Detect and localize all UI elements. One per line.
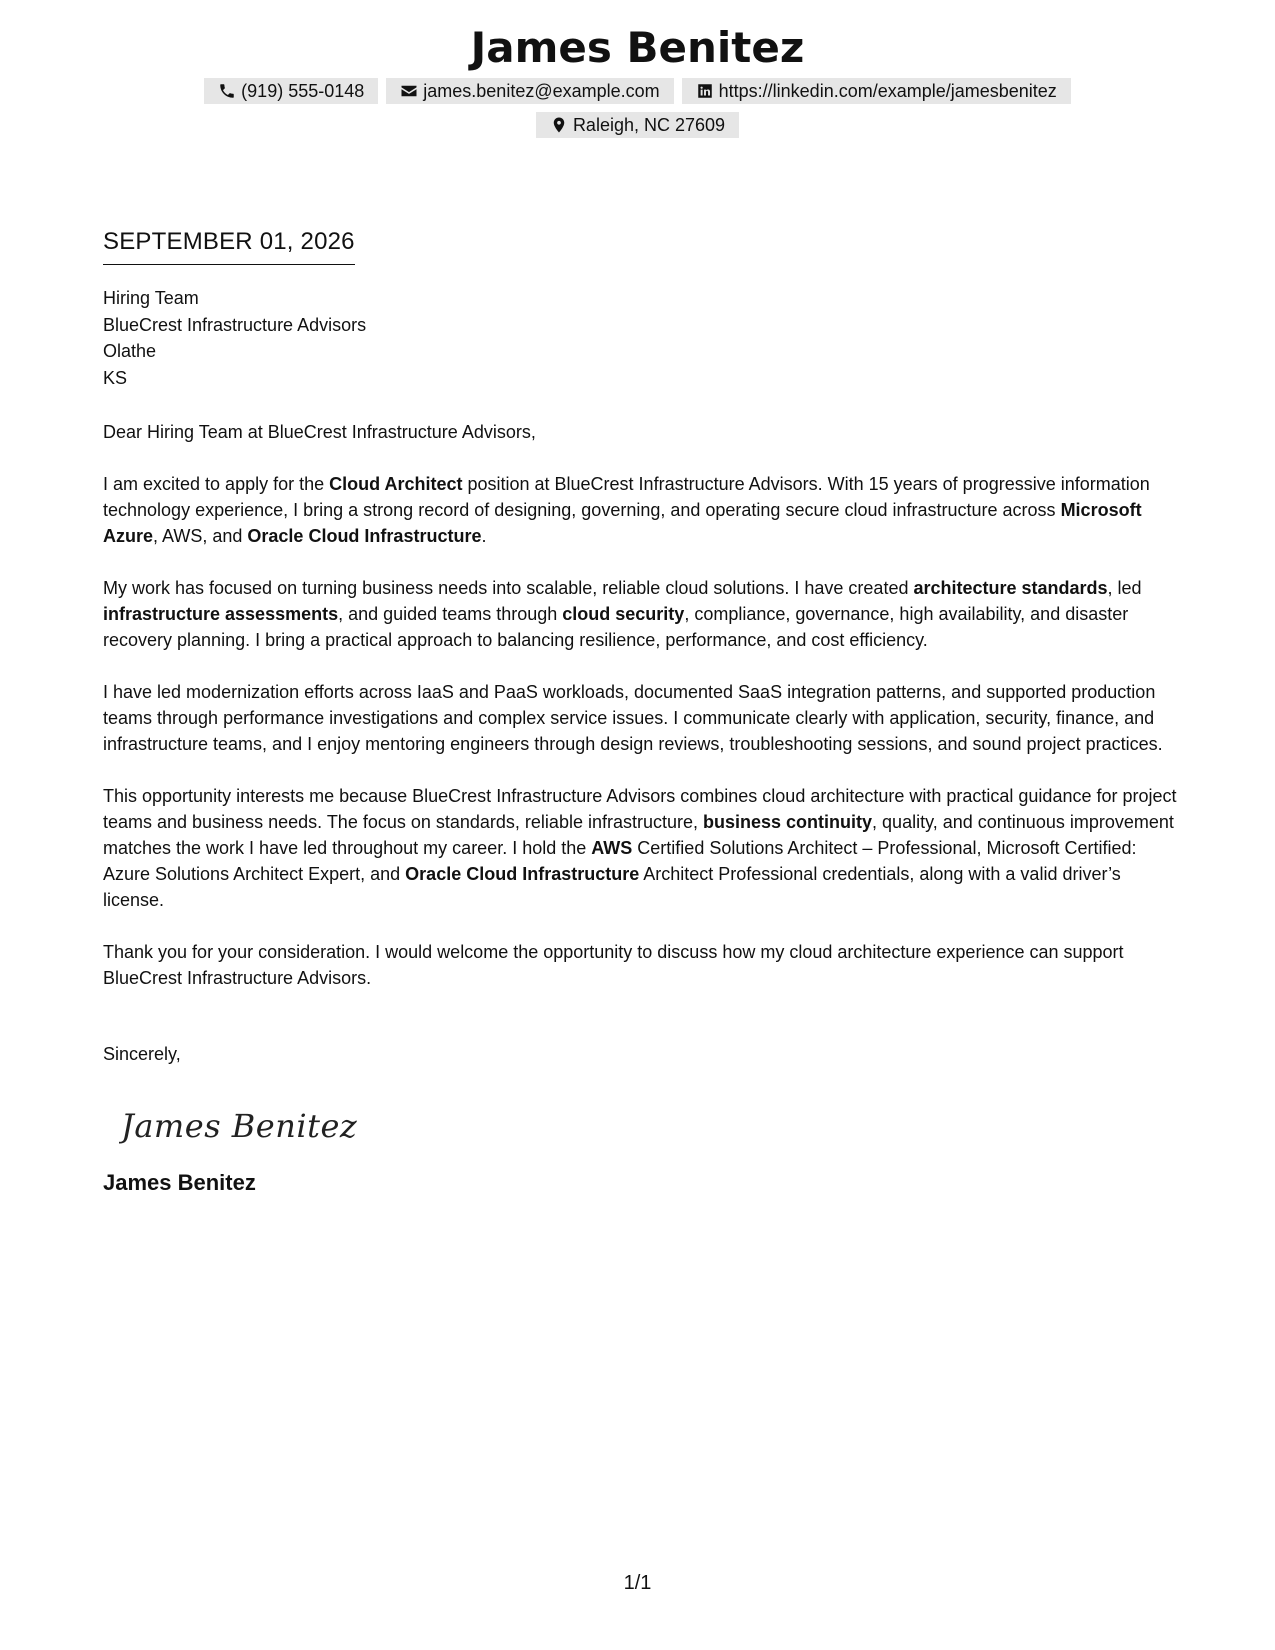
text-run: This opportunity interests me because BlueCrest Infrastructure Advisors combines cloud architecture with practical guidance for project teams and business needs. The focus on standards, reliable infrastructure,	[103, 786, 1177, 832]
page-number: 1/1	[623, 1572, 652, 1594]
map-pin-icon	[550, 116, 568, 134]
recipient-line: Olathe	[103, 341, 157, 361]
text-run: I have led modernization efforts across IaaS and PaaS workloads, documented SaaS integration patterns, and supported production teams through performance investigations and complex service issues. I communicate clearly with application, security, finance, and infrastructure teams, and I enjoy mentoring engineers through design reviews, troubleshooting sessions, and sound project practices.	[103, 682, 1163, 754]
closing: Sincerely,	[103, 1044, 181, 1064]
body-paragraph	[103, 679, 1178, 757]
contact-row	[0, 78, 1275, 104]
text-run: , AWS, and	[153, 526, 248, 546]
salutation: Dear Hiring Team at BlueCrest Infrastructure Advisors,	[103, 422, 536, 442]
phone-chip	[204, 78, 378, 104]
body-paragraph	[103, 471, 1178, 549]
phone-text: (919) 555-0148	[241, 81, 365, 101]
email-text: james.benitez@example.com	[423, 81, 660, 101]
envelope-icon	[400, 82, 418, 100]
text-run: My work has focused on turning business needs into scalable, reliable cloud solutions. I have created	[103, 578, 914, 598]
recipient-block	[103, 285, 1178, 391]
location-chip	[536, 112, 739, 138]
text-run: , and guided teams through	[338, 604, 563, 624]
linkedin-text: https://linkedin.com/example/jamesbenitez	[718, 81, 1057, 101]
signature-image	[119, 1101, 1178, 1151]
letter-paragraphs	[103, 471, 1178, 991]
body-paragraph	[103, 939, 1178, 991]
location-text: Raleigh, NC 27609	[572, 115, 726, 135]
text-run: , led	[1107, 578, 1142, 598]
bold-phrase: Oracle Cloud Infrastructure	[247, 526, 482, 546]
text-run: I am excited to apply for the	[103, 474, 330, 494]
recipient-line: KS	[103, 367, 128, 388]
contact-row-location	[0, 112, 1275, 138]
handwritten-signature	[119, 1101, 359, 1151]
body-paragraph	[103, 783, 1178, 913]
email-chip[interactable]	[386, 78, 673, 104]
bold-phrase: architecture standards	[913, 578, 1108, 598]
text-run: Certified Solutions Architect – Professional, Microsoft Certified: Azure Solutions Architect Expert, and	[103, 838, 1137, 884]
bold-phrase: AWS	[591, 838, 633, 858]
recipient-line: Hiring Team	[103, 288, 199, 308]
letter-date: SEPTEMBER 01, 2026	[103, 226, 355, 265]
bold-phrase: infrastructure assessments	[103, 604, 339, 624]
text-run: , compliance, governance, high availability, and disaster recovery planning. I bring a practical approach to balancing resilience, performance, and cost efficiency.	[103, 604, 1129, 650]
svg-text:James Benitez: James Benitez	[121, 1107, 358, 1145]
text-run: Architect Professional credentials, along with a valid driver’s license.	[103, 864, 1121, 910]
linkedin-icon	[696, 82, 714, 100]
text-run: .	[481, 526, 487, 546]
text-run: Thank you for your consideration. I would welcome the opportunity to discuss how my cloud architecture experience can support BlueCrest Infrastructure Advisors.	[103, 942, 1124, 988]
signer-name: James Benitez	[103, 1170, 256, 1195]
bold-phrase: Oracle Cloud Infrastructure	[405, 864, 640, 884]
bold-phrase: Cloud Architect	[329, 474, 463, 494]
phone-icon	[218, 82, 236, 100]
linkedin-chip[interactable]	[682, 78, 1071, 104]
bold-phrase: business continuity	[703, 812, 873, 832]
recipient-line: BlueCrest Infrastructure Advisors	[103, 314, 367, 335]
text-run: , quality, and continuous improvement matches the work I have led throughout my career. I hold the	[103, 812, 1174, 858]
applicant-name: James Benitez	[470, 23, 805, 72]
body-paragraph	[103, 575, 1178, 653]
letter-header	[0, 22, 1275, 138]
bold-phrase: cloud security	[562, 604, 685, 624]
letter-body	[103, 226, 1178, 1197]
bold-phrase: Microsoft Azure	[103, 500, 1142, 546]
text-run: position at BlueCrest Infrastructure Advisors. With 15 years of progressive information technology experience, I bring a strong record of designing, governing, and operating secure cloud infrastructure across	[103, 474, 1150, 520]
